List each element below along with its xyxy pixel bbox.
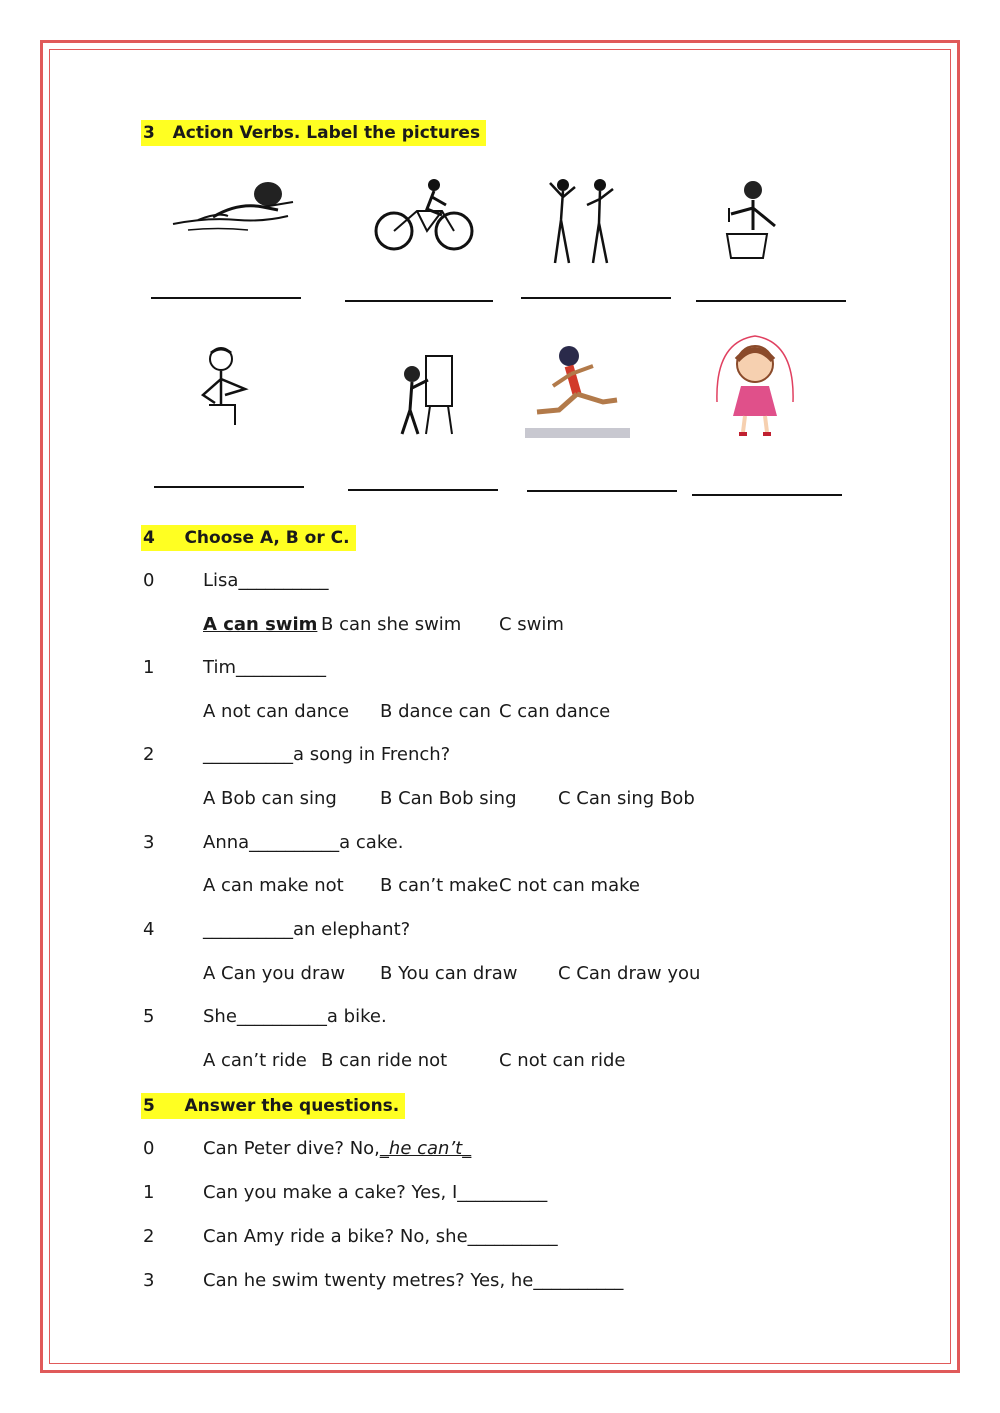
painter-icon bbox=[390, 350, 462, 436]
option-a[interactable]: A Bob can sing bbox=[203, 788, 337, 809]
question-text[interactable]: Can you make a cake? Yes, I__________ bbox=[203, 1182, 548, 1203]
answer-line-2[interactable] bbox=[345, 300, 493, 302]
question-number: 0 bbox=[143, 570, 155, 591]
option-a[interactable]: A Can you draw bbox=[203, 963, 346, 984]
option-c[interactable]: C Can sing Bob bbox=[558, 788, 695, 809]
section-3-title: Action Verbs. Label the pictures bbox=[172, 123, 481, 143]
question-number: 0 bbox=[143, 1138, 155, 1159]
cook-icon bbox=[715, 178, 787, 263]
option-c[interactable]: C not can make bbox=[499, 875, 640, 896]
answer-line-6[interactable] bbox=[348, 489, 498, 491]
question-stem: __________an elephant? bbox=[203, 919, 411, 940]
option-b[interactable]: B You can draw bbox=[380, 963, 518, 984]
option-c[interactable]: C not can ride bbox=[499, 1050, 626, 1071]
section-4-title: Choose A, B or C. bbox=[184, 528, 350, 548]
answer-line-7[interactable] bbox=[527, 490, 677, 492]
question-number: 2 bbox=[143, 744, 155, 765]
option-b[interactable]: B can’t make bbox=[380, 875, 499, 896]
option-c[interactable]: C swim bbox=[499, 614, 564, 635]
option-c[interactable]: C can dance bbox=[499, 701, 611, 722]
question-number: 5 bbox=[143, 1006, 155, 1027]
swimmer-icon bbox=[168, 172, 303, 242]
option-c[interactable]: C Can draw you bbox=[558, 963, 701, 984]
section-5-number: 5 bbox=[143, 1096, 155, 1116]
section-3-number: 3 bbox=[143, 123, 155, 143]
question-number: 3 bbox=[143, 832, 155, 853]
answer-line-8[interactable] bbox=[692, 494, 842, 496]
question-number: 3 bbox=[143, 1270, 155, 1291]
question-text[interactable]: Can he swim twenty metres? Yes, he__________ bbox=[203, 1270, 624, 1291]
skipping-girl-icon bbox=[705, 332, 805, 442]
example-question-text: Can Peter dive? No, bbox=[203, 1138, 380, 1159]
answer-line-1[interactable] bbox=[151, 297, 301, 299]
option-b[interactable]: B can ride not bbox=[321, 1050, 448, 1071]
option-b[interactable]: B dance can bbox=[380, 701, 491, 722]
question-text[interactable]: Can Amy ride a bike? No, she__________ bbox=[203, 1226, 558, 1247]
question-stem: She__________a bike. bbox=[203, 1006, 387, 1027]
section-5-heading bbox=[141, 1093, 405, 1119]
watch-icon bbox=[195, 345, 267, 427]
question-number: 1 bbox=[143, 657, 155, 678]
section-3-heading bbox=[141, 120, 486, 146]
question-stem: Tim__________ bbox=[203, 657, 326, 678]
section-4-heading bbox=[141, 525, 356, 551]
example-question bbox=[203, 1138, 471, 1159]
example-answer: _he can’t_ bbox=[379, 1138, 472, 1159]
section-5-title: Answer the questions. bbox=[184, 1096, 400, 1116]
question-stem: Lisa__________ bbox=[203, 570, 329, 591]
section-4-number: 4 bbox=[143, 528, 155, 548]
dancers-icon bbox=[545, 175, 620, 267]
answer-line-4[interactable] bbox=[696, 300, 846, 302]
question-number: 1 bbox=[143, 1182, 155, 1203]
option-a[interactable]: A can make not bbox=[203, 875, 344, 896]
option-a[interactable]: A not can dance bbox=[203, 701, 350, 722]
question-stem: __________a song in French? bbox=[203, 744, 451, 765]
question-number: 4 bbox=[143, 919, 155, 940]
question-number: 2 bbox=[143, 1226, 155, 1247]
option-b[interactable]: B can she swim bbox=[321, 614, 462, 635]
option-b[interactable]: B Can Bob sing bbox=[380, 788, 517, 809]
runner-icon bbox=[525, 340, 630, 440]
answer-line-3[interactable] bbox=[521, 297, 671, 299]
question-stem: Anna__________a cake. bbox=[203, 832, 404, 853]
cyclist-icon bbox=[372, 175, 477, 255]
option-a[interactable]: A can’t ride bbox=[203, 1050, 307, 1071]
option-a-selected[interactable]: A can swim bbox=[203, 614, 318, 635]
answer-line-5[interactable] bbox=[154, 486, 304, 488]
